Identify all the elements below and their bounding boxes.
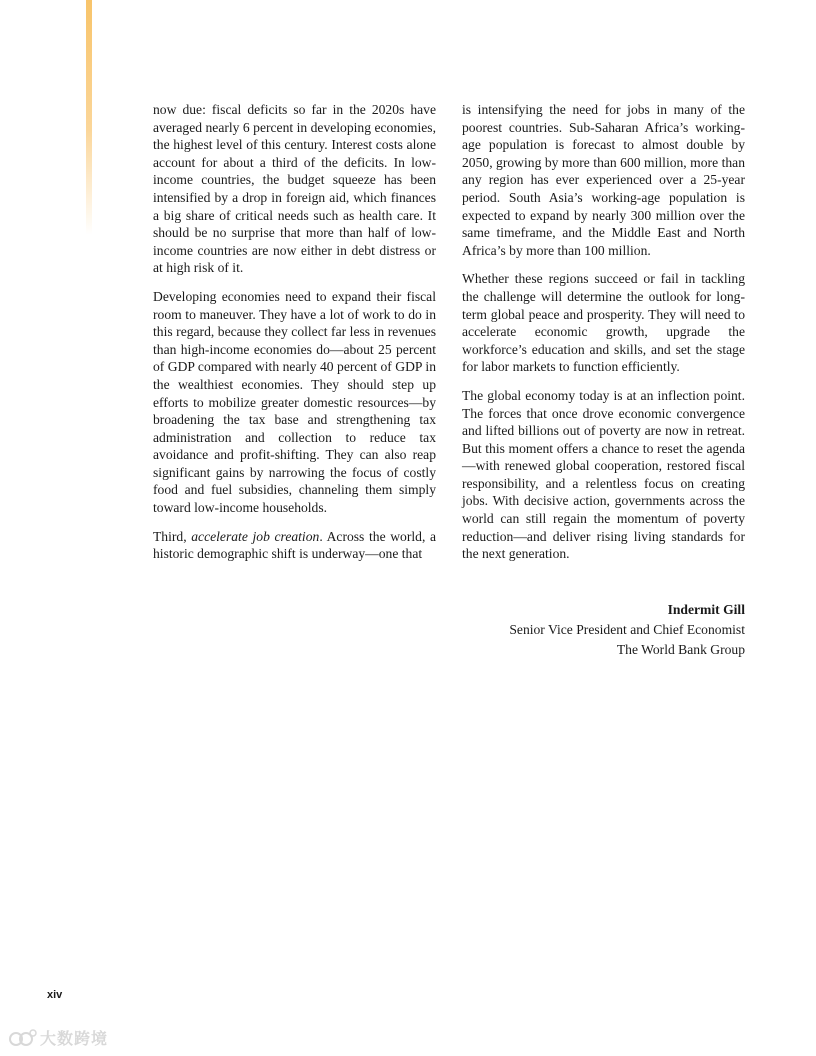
left-paragraph-1: now due: fiscal deficits so far in the 2020s have averaged nearly 6 percent in developing economies, the highest level of this century. Interest costs alone account for about a third of the deficits. In low-income countries, the budget squeeze has been intensified by a drop in foreign aid, which finances a big share of critical needs such as health care. It should be no surprise that more than half of low-income countries are now either in debt distress or at high risk of it. <box>153 102 436 276</box>
left-paragraph-2: Developing economies need to expand their fiscal room to maneuver. They have a lot of work to do in this regard, because they collect far less in revenues than high-income economies do—about 25 percent of GDP compared with nearly 40 percent of GDP in the wealthiest economies. They should step up efforts to mobilize greater domestic resources—by broadening the tax base and strengthening tax administration and collection to reduce tax avoidance and profit-shifting. They can also reap significant gains by narrowing the focus of costly food and fuel subsidies, channeling them simply toward low-income households. <box>153 288 436 516</box>
watermark-logo-icon <box>8 1027 38 1049</box>
right-paragraph-1: is intensifying the need for jobs in many of the poorest countries. Sub-Saharan Africa’s working-age population is forecast to almost double by 2050, growing by more than 600 million, more than any region has ever experienced over a 25-year period. South Asia’s working-age population is expected to expand by nearly 300 million over the same timeframe, and the Middle East and North Africa’s by more than 100 million. <box>462 102 745 258</box>
watermark-text: 大数跨境 <box>40 1029 109 1048</box>
left-paragraph-3 <box>153 528 436 563</box>
right-text-column <box>462 101 745 574</box>
signature-block <box>462 600 745 660</box>
watermark <box>8 1026 108 1049</box>
signatory-name: Indermit Gill <box>667 602 745 617</box>
emphasized-heading: accelerate job creation <box>191 528 320 544</box>
paragraph-rest: . Across the world, a historic demographic shift is underway—one that <box>153 528 437 562</box>
left-text-column <box>153 101 436 574</box>
decorative-accent-bar <box>86 0 92 235</box>
paragraph-lead: Third, <box>153 528 192 544</box>
right-paragraph-3: The global economy today is at an inflection point. The forces that once drove economic convergence and lifted billions out of poverty are now in retreat. But this moment offers a chance to reset the agenda—with renewed global cooperation, restored fiscal responsibility, and a relentless focus on creating jobs. With decisive action, governments across the world can still regain the momentum of poverty reduction—and deliver rising living standards for the next generation. <box>462 387 745 562</box>
right-paragraph-2: Whether these regions succeed or fail in tackling the challenge will determine the outlook for long-term global peace and prosperity. They will need to accelerate economic growth, upgrade the workforce’s education and skills, and set the stage for labor markets to function efficiently. <box>462 271 745 375</box>
signatory-organization: The World Bank Group <box>616 642 745 657</box>
signatory-title: Senior Vice President and Chief Economist <box>509 622 745 637</box>
page-number: xiv <box>47 989 63 1001</box>
